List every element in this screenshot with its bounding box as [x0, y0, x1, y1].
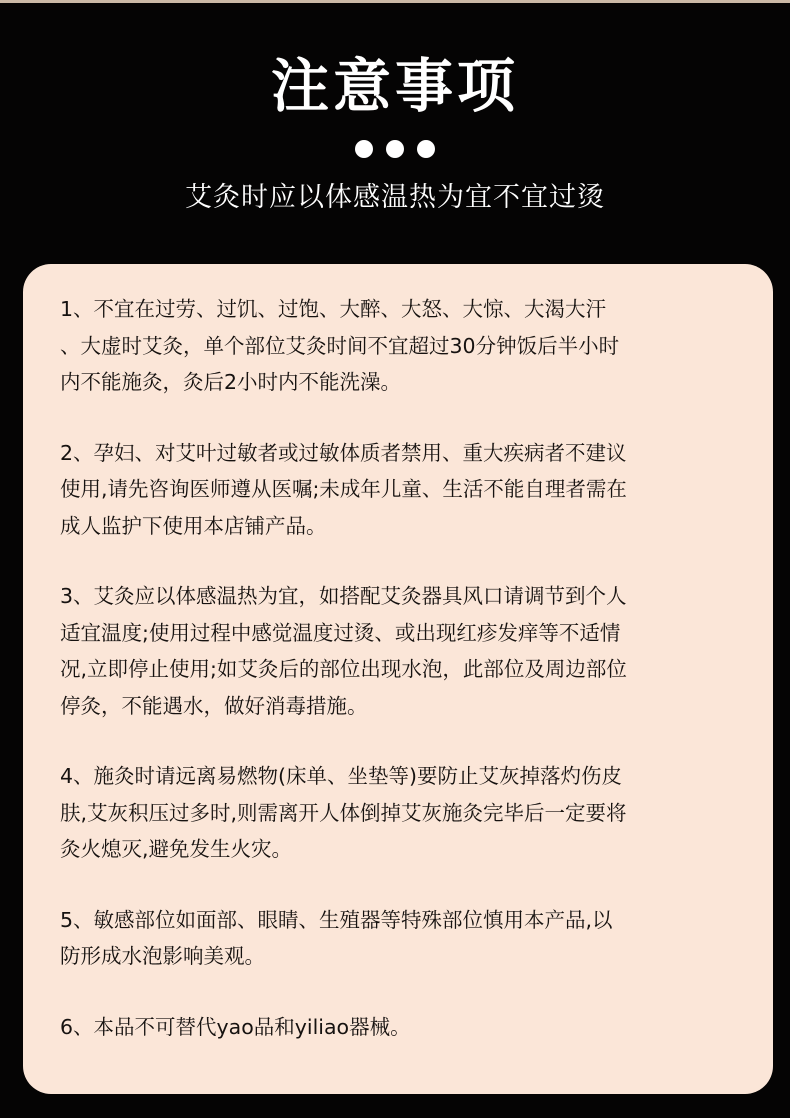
notice-line: 成人监护下使用本店铺产品。 — [60, 513, 327, 538]
notice-line: 、大虚时艾灸，单个部位艾灸时间不宜超过30分钟饭后半小时 — [60, 333, 620, 358]
notice-item-6 — [60, 1009, 743, 1046]
notice-line: 4、施灸时请远离易燃物(床单、坐垫等)要防止艾灰掉落灼伤皮 — [60, 764, 623, 788]
notice-item-4 — [60, 758, 743, 868]
page-title: 注意事项 — [270, 52, 519, 120]
notice-line: 停灸，不能遇水，做好消毒措施。 — [60, 693, 368, 718]
notice-item-1 — [60, 291, 743, 401]
notice-line: 防形成水泡影响美观。 — [60, 944, 265, 968]
dot-icon — [355, 140, 373, 158]
notice-line: 内不能施灸，灸后2小时内不能洗澡。 — [60, 370, 402, 394]
notice-item-5 — [60, 902, 743, 975]
page-subtitle: 艾灸时应以体感温热为宜不宜过烫 — [185, 182, 605, 213]
notice-line: 肤,艾灰积压过多时,则需离开人体倒掉艾灰施灸完毕后一定要将 — [60, 800, 627, 825]
notice-line: 使用,请先咨询医师遵从医嘱;未成年儿童、生活不能自理者需在 — [60, 477, 627, 501]
notice-line: 2、孕妇、对艾叶过敏者或过敏体质者禁用、重大疾病者不建议 — [60, 440, 627, 465]
dot-icon — [417, 140, 435, 158]
decorative-dots — [0, 140, 790, 158]
notice-line: 适宜温度;使用过程中感觉温度过烫、或出现红疹发痒等不适情 — [60, 620, 621, 645]
notice-line: 1、不宜在过劳、过饥、过饱、大醉、大怒、大惊、大渴大汗 — [60, 297, 607, 321]
notice-line: 6、本品不可替代yao品和yiliao器械。 — [60, 1014, 411, 1039]
notice-item-2 — [60, 435, 743, 545]
notice-line: 灸火熄灭,避免发生火灾。 — [60, 837, 293, 861]
notice-line: 3、艾灸应以体感温热为宜，如搭配艾灸器具风口请调节到个人 — [60, 584, 627, 608]
notice-line: 况,立即停止使用;如艾灸后的部位出现水泡，此部位及周边部位 — [60, 657, 627, 681]
notice-card — [23, 264, 773, 1094]
notice-line: 5、敏感部位如面部、眼睛、生殖器等特殊部位慎用本产品,以 — [60, 907, 613, 932]
top-divider — [0, 0, 790, 3]
dot-icon — [386, 140, 404, 158]
notice-item-3 — [60, 578, 743, 724]
